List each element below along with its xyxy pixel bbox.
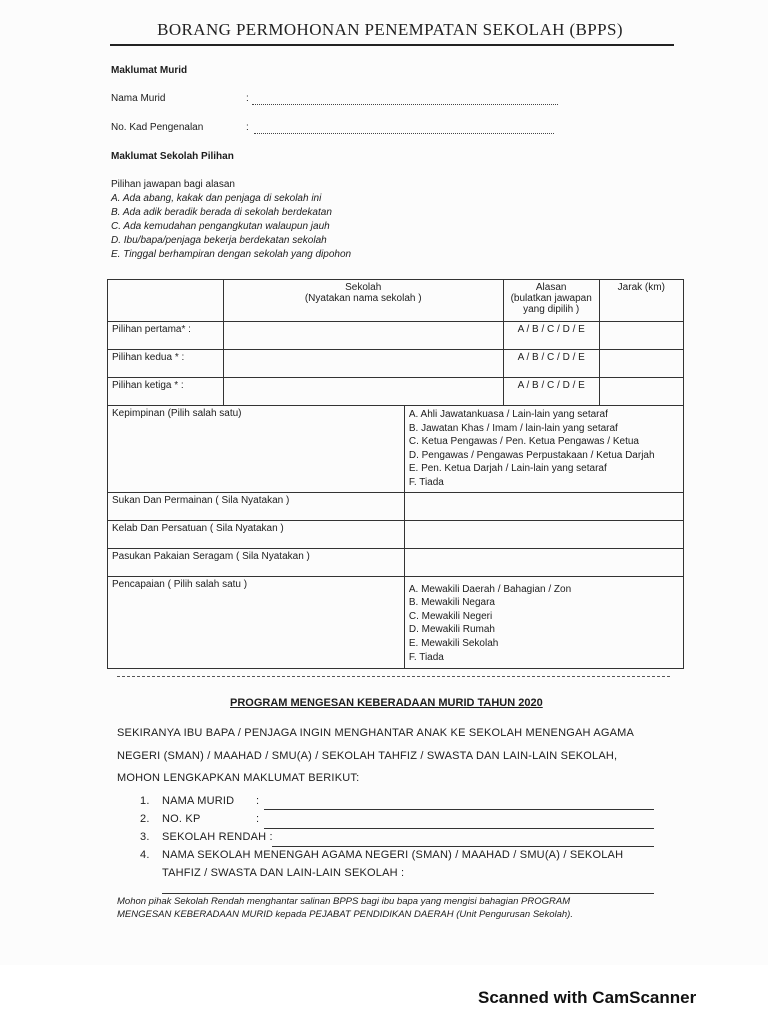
distance-field[interactable] <box>599 350 683 378</box>
list-item: D. Pengawas / Pengawas Perpustakaan / Ketua Darjah <box>408 449 655 461</box>
table-row <box>108 520 684 548</box>
list-item: F. Tiada <box>408 476 444 488</box>
submission-note <box>117 895 677 921</box>
title-underline <box>110 44 674 46</box>
table-row <box>108 492 684 520</box>
program-title: PROGRAM MENGESAN KEBERADAAN MURID TAHUN 2020 <box>230 697 543 709</box>
sports-label: Sukan Dan Permainan ( Sila Nyatakan ) <box>108 492 405 520</box>
table-row <box>108 406 684 493</box>
ic-number-label: No. Kad Pengenalan <box>111 122 204 133</box>
school-name-field[interactable] <box>223 322 503 350</box>
list-item: E. Pen. Ketua Darjah / Lain-lain yang setaraf <box>408 463 607 475</box>
distance-field[interactable] <box>599 322 683 350</box>
ic-number-line[interactable] <box>264 828 654 829</box>
list-item: C. Mewakili Negeri <box>408 610 493 622</box>
list-item: B. Mewakili Negara <box>408 597 495 609</box>
item-label: SEKOLAH RENDAH : <box>162 831 273 843</box>
school-info-heading: Maklumat Sekolah Pilihan <box>111 151 234 162</box>
choice-label: Pilihan pertama* : <box>108 322 224 350</box>
scanner-watermark: Scanned with CamScanner <box>478 988 697 1007</box>
student-name-colon: : <box>246 93 249 104</box>
school-name-field[interactable] <box>223 378 503 406</box>
choice-label: Pilihan ketiga * : <box>108 378 224 406</box>
list-item: C. Ketua Pengawas / Pen. Ketua Pengawas / Ketua <box>408 436 639 448</box>
list-item: B. Jawatan Khas / Imam / lain-lain yang setaraf <box>408 422 618 434</box>
reasons-heading: Pilihan jawapan bagi alasan <box>111 179 235 190</box>
item-colon: : <box>256 795 260 807</box>
secondary-school-line[interactable] <box>162 893 654 894</box>
item-label: NAMA SEKOLAH MENENGAH AGAMA NEGERI (SMAN) / MAAHAD / SMU(A) / SEKOLAH <box>162 849 624 861</box>
table-row <box>108 576 684 668</box>
list-item: E. Mewakili Sekolah <box>408 637 499 649</box>
reason-header-sub: yang dipilih ) <box>523 304 580 315</box>
student-name-label: Nama Murid <box>111 93 166 104</box>
table-row <box>108 548 684 576</box>
reason-option: B. Ada adik beradik berada di sekolah berdekatan <box>111 207 332 218</box>
reason-options[interactable]: A / B / C / D / E <box>503 322 599 350</box>
sports-field[interactable] <box>404 492 683 520</box>
table-header-row <box>108 280 684 322</box>
item-number: 2. <box>140 813 150 825</box>
note-line: Mohon pihak Sekolah Rendah menghantar salinan BPPS bagi ibu bapa yang mengisi bahagian PROGRAM <box>117 896 571 907</box>
student-name-field[interactable] <box>252 104 558 105</box>
note-line: MENGESAN KEBERADAAN MURID kepada PEJABAT PENDIDIKAN DAERAH (Unit Pengurusan Sekolah). <box>117 909 573 920</box>
choice-label: Pilihan kedua * : <box>108 350 224 378</box>
distance-field[interactable] <box>599 378 683 406</box>
reason-option: A. Ada abang, kakak dan penjaga di sekolah ini <box>111 193 322 204</box>
uniform-label: Pasukan Pakaian Seragam ( Sila Nyatakan ) <box>108 548 405 576</box>
list-item: D. Mewakili Rumah <box>408 624 495 636</box>
distance-header-cell <box>599 280 683 322</box>
achievement-options[interactable] <box>404 576 683 668</box>
reason-header-sub: (bulatkan jawapan <box>510 293 592 304</box>
header-blank-cell <box>108 280 224 322</box>
reason-options[interactable]: A / B / C / D / E <box>503 350 599 378</box>
program-paragraph: NEGERI (SMAN) / MAAHAD / SMU(A) / SEKOLAH TAHFIZ / SWASTA DAN LAIN-LAIN SEKOLAH, <box>117 750 618 762</box>
reason-option: C. Ada kemudahan pengangkutan walaupun jauh <box>111 221 330 232</box>
program-paragraph: MOHON LENGKAPKAN MAKLUMAT BERIKUT: <box>117 772 360 784</box>
student-info-heading: Maklumat Murid <box>111 65 188 76</box>
item-number: 3. <box>140 831 150 843</box>
ic-number-colon: : <box>246 122 249 133</box>
school-name-field[interactable] <box>223 350 503 378</box>
primary-school-line[interactable] <box>272 846 654 847</box>
distance-header: Jarak (km) <box>617 282 665 293</box>
reason-header: Alasan <box>535 282 567 293</box>
section-divider <box>117 676 670 677</box>
item-number: 1. <box>140 795 150 807</box>
school-header-cell <box>223 280 503 322</box>
clubs-field[interactable] <box>404 520 683 548</box>
table-row <box>108 350 684 378</box>
school-header-sub: (Nyatakan nama sekolah ) <box>304 293 422 304</box>
school-header: Sekolah <box>345 282 382 293</box>
form-title: BORANG PERMOHONAN PENEMPATAN SEKOLAH (BPPS) <box>157 20 623 39</box>
item-number: 4. <box>140 849 150 861</box>
reason-option: D. Ibu/bapa/penjaga bekerja berdekatan sekolah <box>111 235 327 246</box>
item-label-cont: TAHFIZ / SWASTA DAN LAIN-LAIN SEKOLAH : <box>162 867 405 879</box>
list-item: A. Ahli Jawatankuasa / Lain-lain yang setaraf <box>408 409 608 420</box>
leadership-label: Kepimpinan (Pilih salah satu) <box>108 406 405 493</box>
item-label: NAMA MURID <box>162 795 235 807</box>
achievement-label: Pencapaian ( Pilih salah satu ) <box>108 576 405 668</box>
ic-number-field[interactable] <box>254 133 554 134</box>
school-choice-table <box>107 279 684 669</box>
reason-option: E. Tinggal berhampiran dengan sekolah yang dipohon <box>111 249 352 260</box>
list-item: F. Tiada <box>408 651 444 663</box>
reason-header-cell <box>503 280 599 322</box>
item-colon: : <box>256 813 260 825</box>
reason-options[interactable]: A / B / C / D / E <box>503 378 599 406</box>
program-paragraph: SEKIRANYA IBU BAPA / PENJAGA INGIN MENGHANTAR ANAK KE SEKOLAH MENENGAH AGAMA <box>117 727 635 739</box>
student-name-line[interactable] <box>264 809 654 810</box>
table-row <box>108 378 684 406</box>
uniform-field[interactable] <box>404 548 683 576</box>
list-item: A. Mewakili Daerah / Bahagian / Zon <box>408 583 572 595</box>
item-label: NO. KP <box>162 813 201 825</box>
leadership-options[interactable] <box>404 406 683 493</box>
clubs-label: Kelab Dan Persatuan ( Sila Nyatakan ) <box>108 520 405 548</box>
table-row <box>108 322 684 350</box>
